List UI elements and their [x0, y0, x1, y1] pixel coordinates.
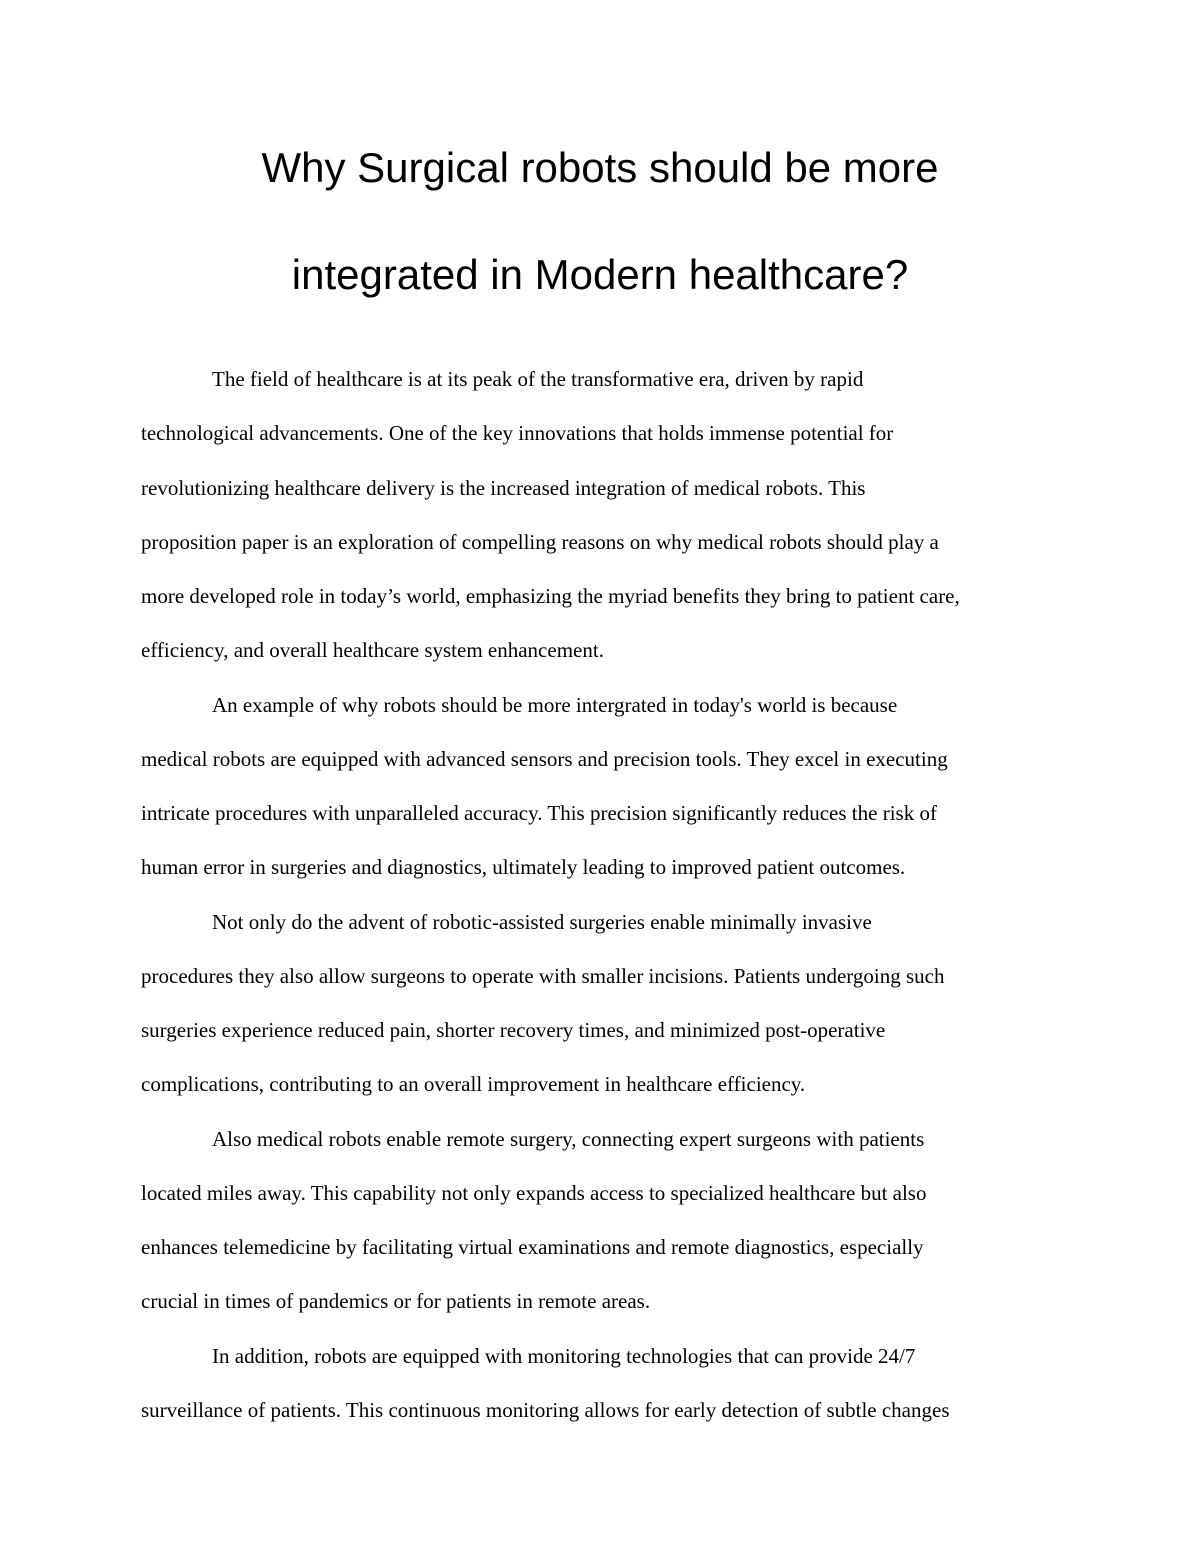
paragraph-line: The field of healthcare is at its peak of the transformative era, driven by rapid [212, 367, 864, 391]
title-line-2: integrated in Modern healthcare? [291, 251, 909, 298]
paragraph-line: surgeries experience reduced pain, shorter recovery times, and minimized post-operative [141, 1018, 886, 1042]
paragraph-line: technological advancements. One of the key innovations that holds immense potential for [141, 421, 894, 446]
paragraph-line: Also medical robots enable remote surgery, connecting expert surgeons with patients [212, 1126, 925, 1151]
paragraph-line: enhances telemedicine by facilitating virtual examinations and remote diagnostics, especially [141, 1235, 924, 1259]
paragraph-line: medical robots are equipped with advanced sensors and precision tools. They excel in executing [141, 746, 948, 771]
paragraph-3 [141, 895, 1071, 1112]
paragraph-line: intricate procedures with unparalleled accuracy. This precision significantly reduces the risk of [141, 801, 937, 825]
title-line-1: Why Surgical robots should be more [261, 144, 939, 191]
paragraph-line: Not only do the advent of robotic-assisted surgeries enable minimally invasive [212, 909, 872, 934]
paragraph-4 [141, 1112, 1071, 1329]
paragraph-line: more developed role in today’s world, emphasizing the myriad benefits they bring to patient care, [141, 584, 960, 608]
document-body [141, 352, 1071, 1437]
paragraph-1 [141, 352, 1071, 678]
paragraph-line: In addition, robots are equipped with monitoring technologies that can provide 24/7 [212, 1343, 916, 1368]
paragraph-line: human error in surgeries and diagnostics, ultimately leading to improved patient outcomes. [141, 855, 906, 880]
paragraph-line: proposition paper is an exploration of compelling reasons on why medical robots should play a [141, 529, 939, 554]
paragraph-line: procedures they also allow surgeons to operate with smaller incisions. Patients undergoing such [141, 963, 945, 988]
paragraph-line: located miles away. This capability not only expands access to specialized healthcare but also [141, 1180, 927, 1205]
paragraph-line: An example of why robots should be more intergrated in today's world is because [212, 692, 898, 717]
paragraph-line: efficiency, and overall healthcare system enhancement. [141, 638, 604, 663]
paragraph-line: surveillance of patients. This continuous monitoring allows for early detection of subtle changes [141, 1397, 950, 1422]
paragraph-line: revolutionizing healthcare delivery is the increased integration of medical robots. This [141, 475, 866, 500]
paragraph-2 [141, 678, 1071, 895]
paragraph-line: crucial in times of pandemics or for patients in remote areas. [141, 1289, 651, 1314]
paragraph-line: complications, contributing to an overall improvement in healthcare efficiency. [141, 1072, 806, 1097]
paragraph-5 [141, 1329, 1071, 1438]
